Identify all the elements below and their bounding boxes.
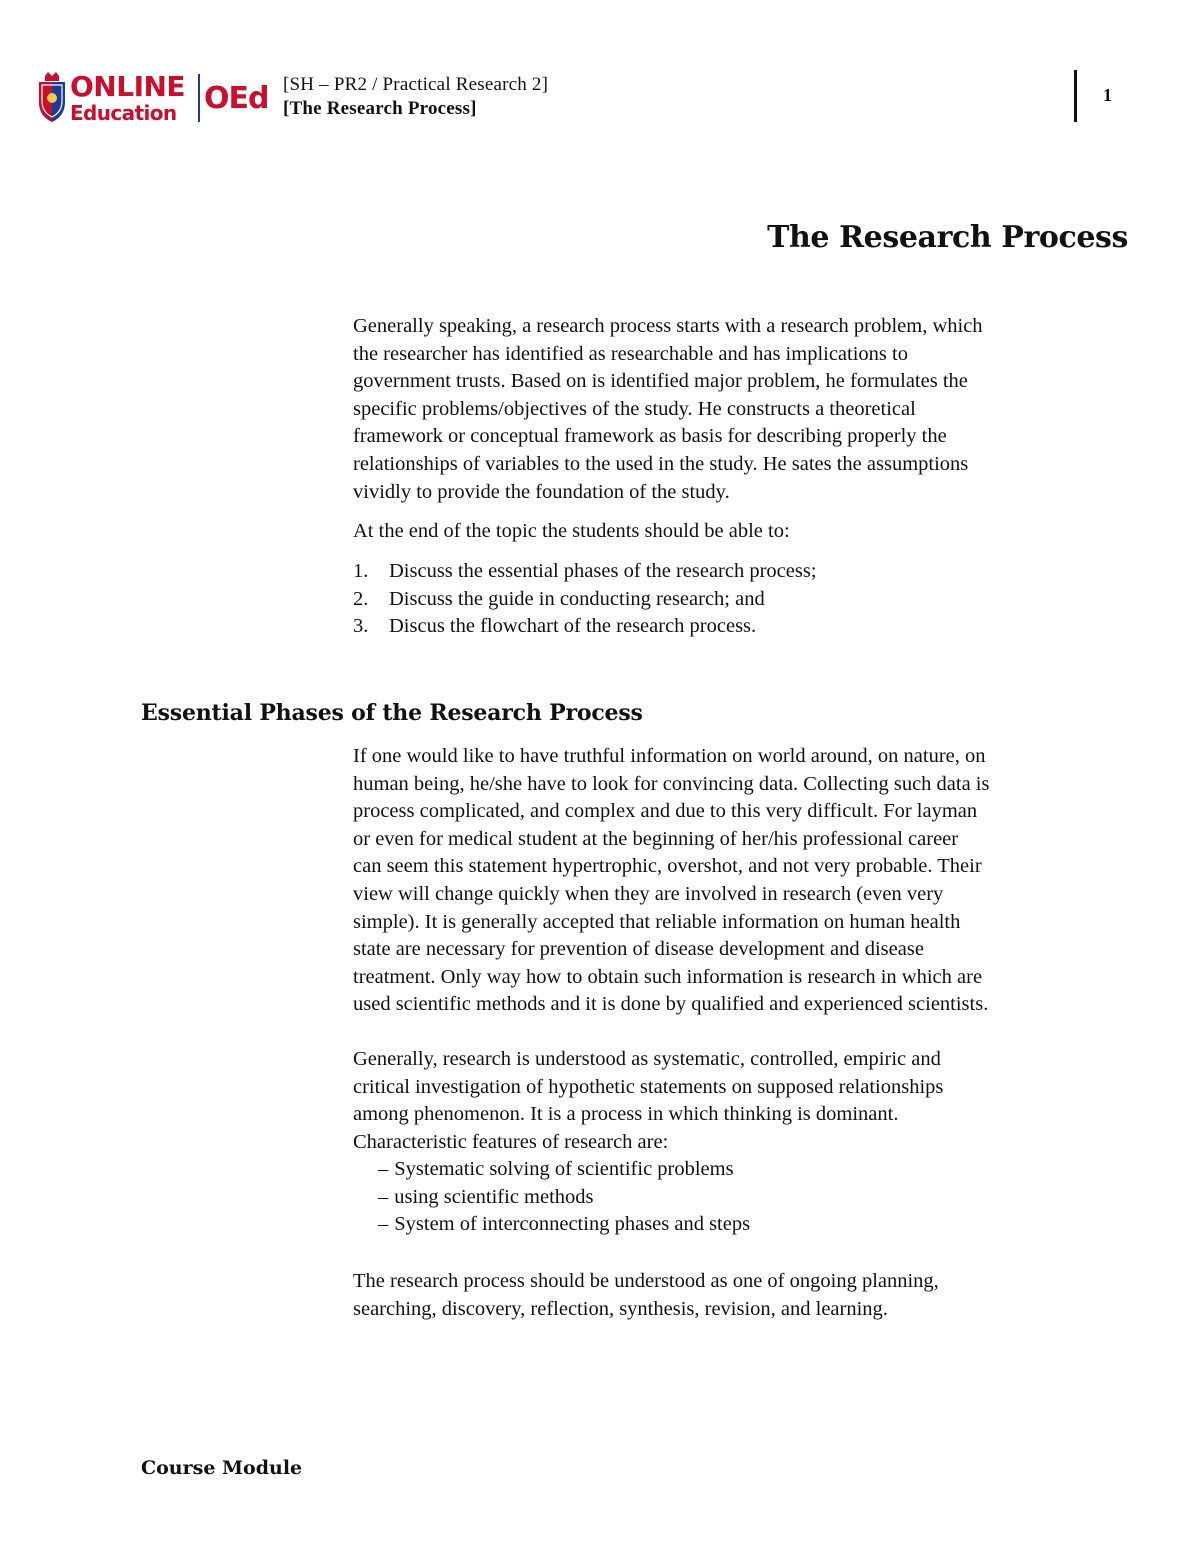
objectives-intro: [353, 518, 1143, 546]
header-course-info: [283, 73, 548, 121]
feature-item: [378, 1156, 750, 1184]
footer-course-module: Course Module: [141, 1457, 303, 1479]
paragraph-truthful-information: [353, 743, 1143, 1019]
feature-item: [378, 1211, 750, 1239]
paragraph-line: human being, he/she have to look for convincing data. Collecting such data is: [353, 772, 990, 795]
paragraph-research-definition: [353, 1046, 1143, 1156]
intro-line: government trusts. Based on is identified major problem, he formulates the: [353, 370, 968, 393]
online-education-logo: [36, 68, 272, 126]
course-code: [SH – PR2 / Practical Research 2]: [283, 74, 549, 95]
logo-word-online: ONLINE: [70, 70, 186, 103]
dash-bullet: –: [378, 1185, 389, 1208]
paragraph-line: view will change quickly when they are involved in research (even very: [353, 882, 944, 905]
feature-text: using scientific methods: [394, 1185, 594, 1208]
objective-text: Discuss the essential phases of the research process;: [389, 560, 817, 582]
paragraph-line: simple). It is generally accepted that reliable information on human health: [353, 910, 961, 933]
paragraph-line: searching, discovery, reflection, synthesis, revision, and learning.: [353, 1297, 888, 1320]
paragraph-line: or even for medical student at the beginning of her/his professional career: [353, 827, 959, 850]
paragraph-line: can seem this statement hypertrophic, overshot, and not very probable. Their: [353, 855, 982, 878]
paragraph-line: used scientific methods and it is done by qualified and experienced scientists.: [353, 993, 989, 1016]
paragraph-line: critical investigation of hypothetic statements on supposed relationships: [353, 1075, 944, 1098]
paragraph-ongoing-process: [353, 1268, 1143, 1323]
intro-line: framework or conceptual framework as basis for describing properly the: [353, 425, 947, 448]
intro-line: the researcher has identified as researchable and has implications to: [353, 342, 908, 365]
objective-item: [353, 613, 817, 641]
objective-item: [353, 558, 817, 586]
paragraph-line: Characteristic features of research are:: [353, 1130, 669, 1153]
intro-line: Generally speaking, a research process starts with a research problem, which: [353, 315, 983, 337]
intro-paragraph: [353, 313, 1143, 506]
paragraph-line: The research process should be understood as one of ongoing planning,: [353, 1270, 939, 1292]
page-title: The Research Process: [767, 220, 1128, 255]
section-heading: Essential Phases of the Research Process: [141, 700, 643, 726]
intro-line: specific problems/objectives of the study. He constructs a theoretical: [353, 397, 916, 420]
dash-bullet: –: [378, 1158, 389, 1180]
header-divider: [1074, 70, 1077, 122]
paragraph-line: among phenomenon. It is a process in which thinking is dominant.: [353, 1103, 899, 1126]
objective-item: [353, 586, 817, 614]
objective-number: 1.: [353, 560, 369, 582]
logo-word-education: Education: [70, 101, 177, 125]
intro-line: vividly to provide the foundation of the study.: [353, 480, 730, 503]
paragraph-line: treatment. Only way how to obtain such information is research in which are: [353, 965, 983, 988]
objectives-list: [353, 558, 817, 641]
crest-icon: [39, 72, 65, 122]
feature-text: System of interconnecting phases and steps: [394, 1213, 751, 1236]
objectives-intro-text: At the end of the topic the students should be able to:: [353, 520, 790, 542]
feature-item: [378, 1184, 750, 1212]
paragraph-line: state are necessary for prevention of disease development and disease: [353, 938, 924, 961]
logo-graphic: [36, 68, 272, 126]
paragraph-line: If one would like to have truthful information on world around, on nature, on: [353, 745, 986, 767]
page-number: 1: [1103, 85, 1112, 105]
objective-text: Discuss the guide in conducting research; and: [389, 587, 765, 610]
objective-text: Discus the flowchart of the research process.: [389, 615, 757, 638]
paragraph-line: Generally, research is understood as systematic, controlled, empiric and: [353, 1048, 941, 1070]
paragraph-line: process complicated, and complex and due to this very difficult. For layman: [353, 800, 978, 823]
objective-number: 2.: [353, 587, 369, 610]
feature-text: Systematic solving of scientific problems: [394, 1158, 734, 1180]
dash-bullet: –: [378, 1213, 389, 1236]
intro-line: relationships of variables to the used in the study. He sates the assumptions: [353, 452, 969, 475]
objective-number: 3.: [353, 615, 369, 638]
logo-separator: [198, 74, 200, 122]
characteristic-features-list: [378, 1156, 750, 1239]
course-topic: [The Research Process]: [283, 98, 477, 119]
logo-word-oed: OEd: [204, 81, 269, 116]
